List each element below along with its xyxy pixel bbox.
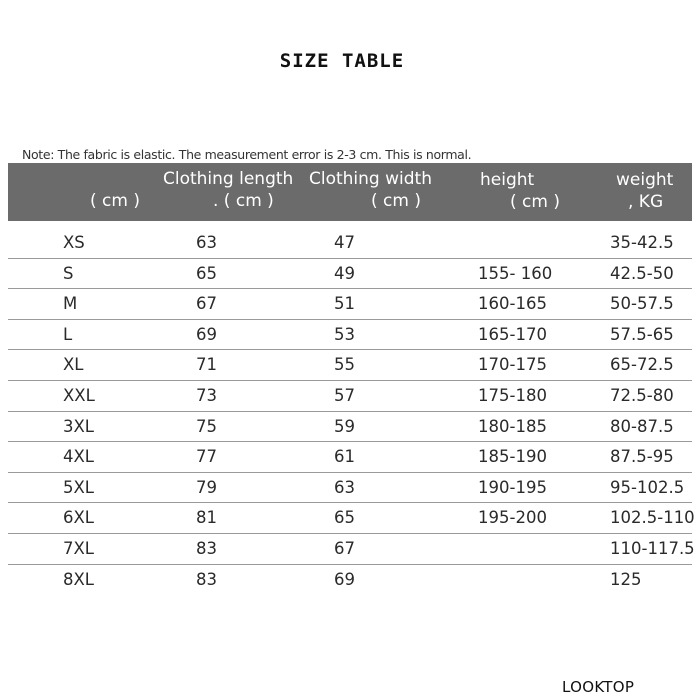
table-row xyxy=(8,259,692,290)
size-cell: L xyxy=(63,324,73,344)
length-cell: 83 xyxy=(196,538,217,558)
size-cell: S xyxy=(63,263,74,283)
header-height xyxy=(480,169,560,213)
length-cell: 75 xyxy=(196,416,217,436)
length-cell: 81 xyxy=(196,508,217,528)
weight-cell: 125 xyxy=(610,569,642,589)
length-cell: 73 xyxy=(196,385,217,405)
size-cell: 8XL xyxy=(63,569,94,589)
width-cell: 53 xyxy=(334,324,355,344)
header-clothing-length xyxy=(163,168,293,212)
header-size-unit: ( cm ) xyxy=(90,191,140,211)
height-cell: 195-200 xyxy=(478,508,547,528)
weight-cell: 80-87.5 xyxy=(610,416,674,436)
size-cell: 4XL xyxy=(63,447,94,467)
width-cell: 49 xyxy=(334,263,355,283)
length-cell: 63 xyxy=(196,233,217,252)
width-cell: 51 xyxy=(334,294,355,314)
height-cell: 180-185 xyxy=(478,416,547,436)
header-weight xyxy=(616,169,673,213)
width-cell: 47 xyxy=(334,233,355,252)
page-title xyxy=(0,50,700,72)
height-cell: 160-165 xyxy=(478,294,547,314)
height-cell: 170-175 xyxy=(478,355,547,375)
length-cell: 83 xyxy=(196,569,217,589)
height-cell: 185-190 xyxy=(478,447,547,467)
table-row xyxy=(8,442,692,473)
weight-cell: 110-117.5 xyxy=(610,538,695,558)
size-cell: XXL xyxy=(63,385,95,405)
table-header xyxy=(8,163,692,221)
header-weight-label: weight xyxy=(616,170,674,190)
header-weight-unit: , KG xyxy=(628,192,664,212)
width-cell: 61 xyxy=(334,447,355,467)
weight-cell: 65-72.5 xyxy=(610,355,674,375)
table-row xyxy=(8,320,692,351)
height-cell: 175-180 xyxy=(478,385,547,405)
header-height-label: height xyxy=(480,170,535,190)
weight-cell: 35-42.5 xyxy=(610,233,674,252)
size-cell: M xyxy=(63,294,78,314)
table-row xyxy=(8,534,695,565)
weight-cell: 57.5-65 xyxy=(610,324,674,344)
length-cell: 67 xyxy=(196,294,217,314)
table-row xyxy=(8,350,692,381)
table-row xyxy=(8,412,692,443)
header-height-unit: ( cm ) xyxy=(510,192,560,212)
table-row xyxy=(8,381,692,412)
weight-cell: 50-57.5 xyxy=(610,294,674,314)
width-cell: 63 xyxy=(334,477,355,497)
weight-cell: 87.5-95 xyxy=(610,447,674,467)
length-cell: 69 xyxy=(196,324,217,344)
weight-cell: 72.5-80 xyxy=(610,385,674,405)
width-cell: 69 xyxy=(334,569,355,589)
brand-name: LOOKTOP xyxy=(562,678,635,696)
weight-cell: 102.5-110 xyxy=(610,508,695,528)
page-title-text: SIZE TABLE xyxy=(279,50,405,72)
height-cell: 190-195 xyxy=(478,477,547,497)
size-cell: XS xyxy=(63,233,85,252)
header-length-label: Clothing length xyxy=(163,169,294,189)
size-cell: XL xyxy=(63,355,84,375)
length-cell: 65 xyxy=(196,263,217,283)
size-table-body xyxy=(8,228,695,595)
header-length-unit: . ( cm ) xyxy=(213,191,274,211)
header-clothing-width xyxy=(309,168,432,212)
measurement-note: Note: The fabric is elastic. The measurement error is 2-3 cm. This is normal. xyxy=(22,147,472,162)
width-cell: 57 xyxy=(334,385,355,405)
table-row xyxy=(8,228,692,259)
size-cell: 3XL xyxy=(63,416,94,436)
length-cell: 79 xyxy=(196,477,217,497)
header-width-unit: ( cm ) xyxy=(371,191,421,211)
table-row xyxy=(8,289,692,320)
size-cell: 5XL xyxy=(63,477,94,497)
width-cell: 65 xyxy=(334,508,355,528)
height-cell: 165-170 xyxy=(478,324,547,344)
size-cell: 7XL xyxy=(63,538,94,558)
width-cell: 55 xyxy=(334,355,355,375)
width-cell: 59 xyxy=(334,416,355,436)
length-cell: 71 xyxy=(196,355,217,375)
table-row xyxy=(8,473,692,504)
header-size xyxy=(90,190,140,212)
table-row xyxy=(8,565,692,596)
weight-cell: 95-102.5 xyxy=(610,477,685,497)
table-row xyxy=(8,503,695,534)
width-cell: 67 xyxy=(334,538,355,558)
header-width-label: Clothing width xyxy=(309,169,432,189)
size-cell: 6XL xyxy=(63,508,94,528)
length-cell: 77 xyxy=(196,447,217,467)
weight-cell: 42.5-50 xyxy=(610,263,674,283)
height-cell: 155- 160 xyxy=(478,263,553,283)
